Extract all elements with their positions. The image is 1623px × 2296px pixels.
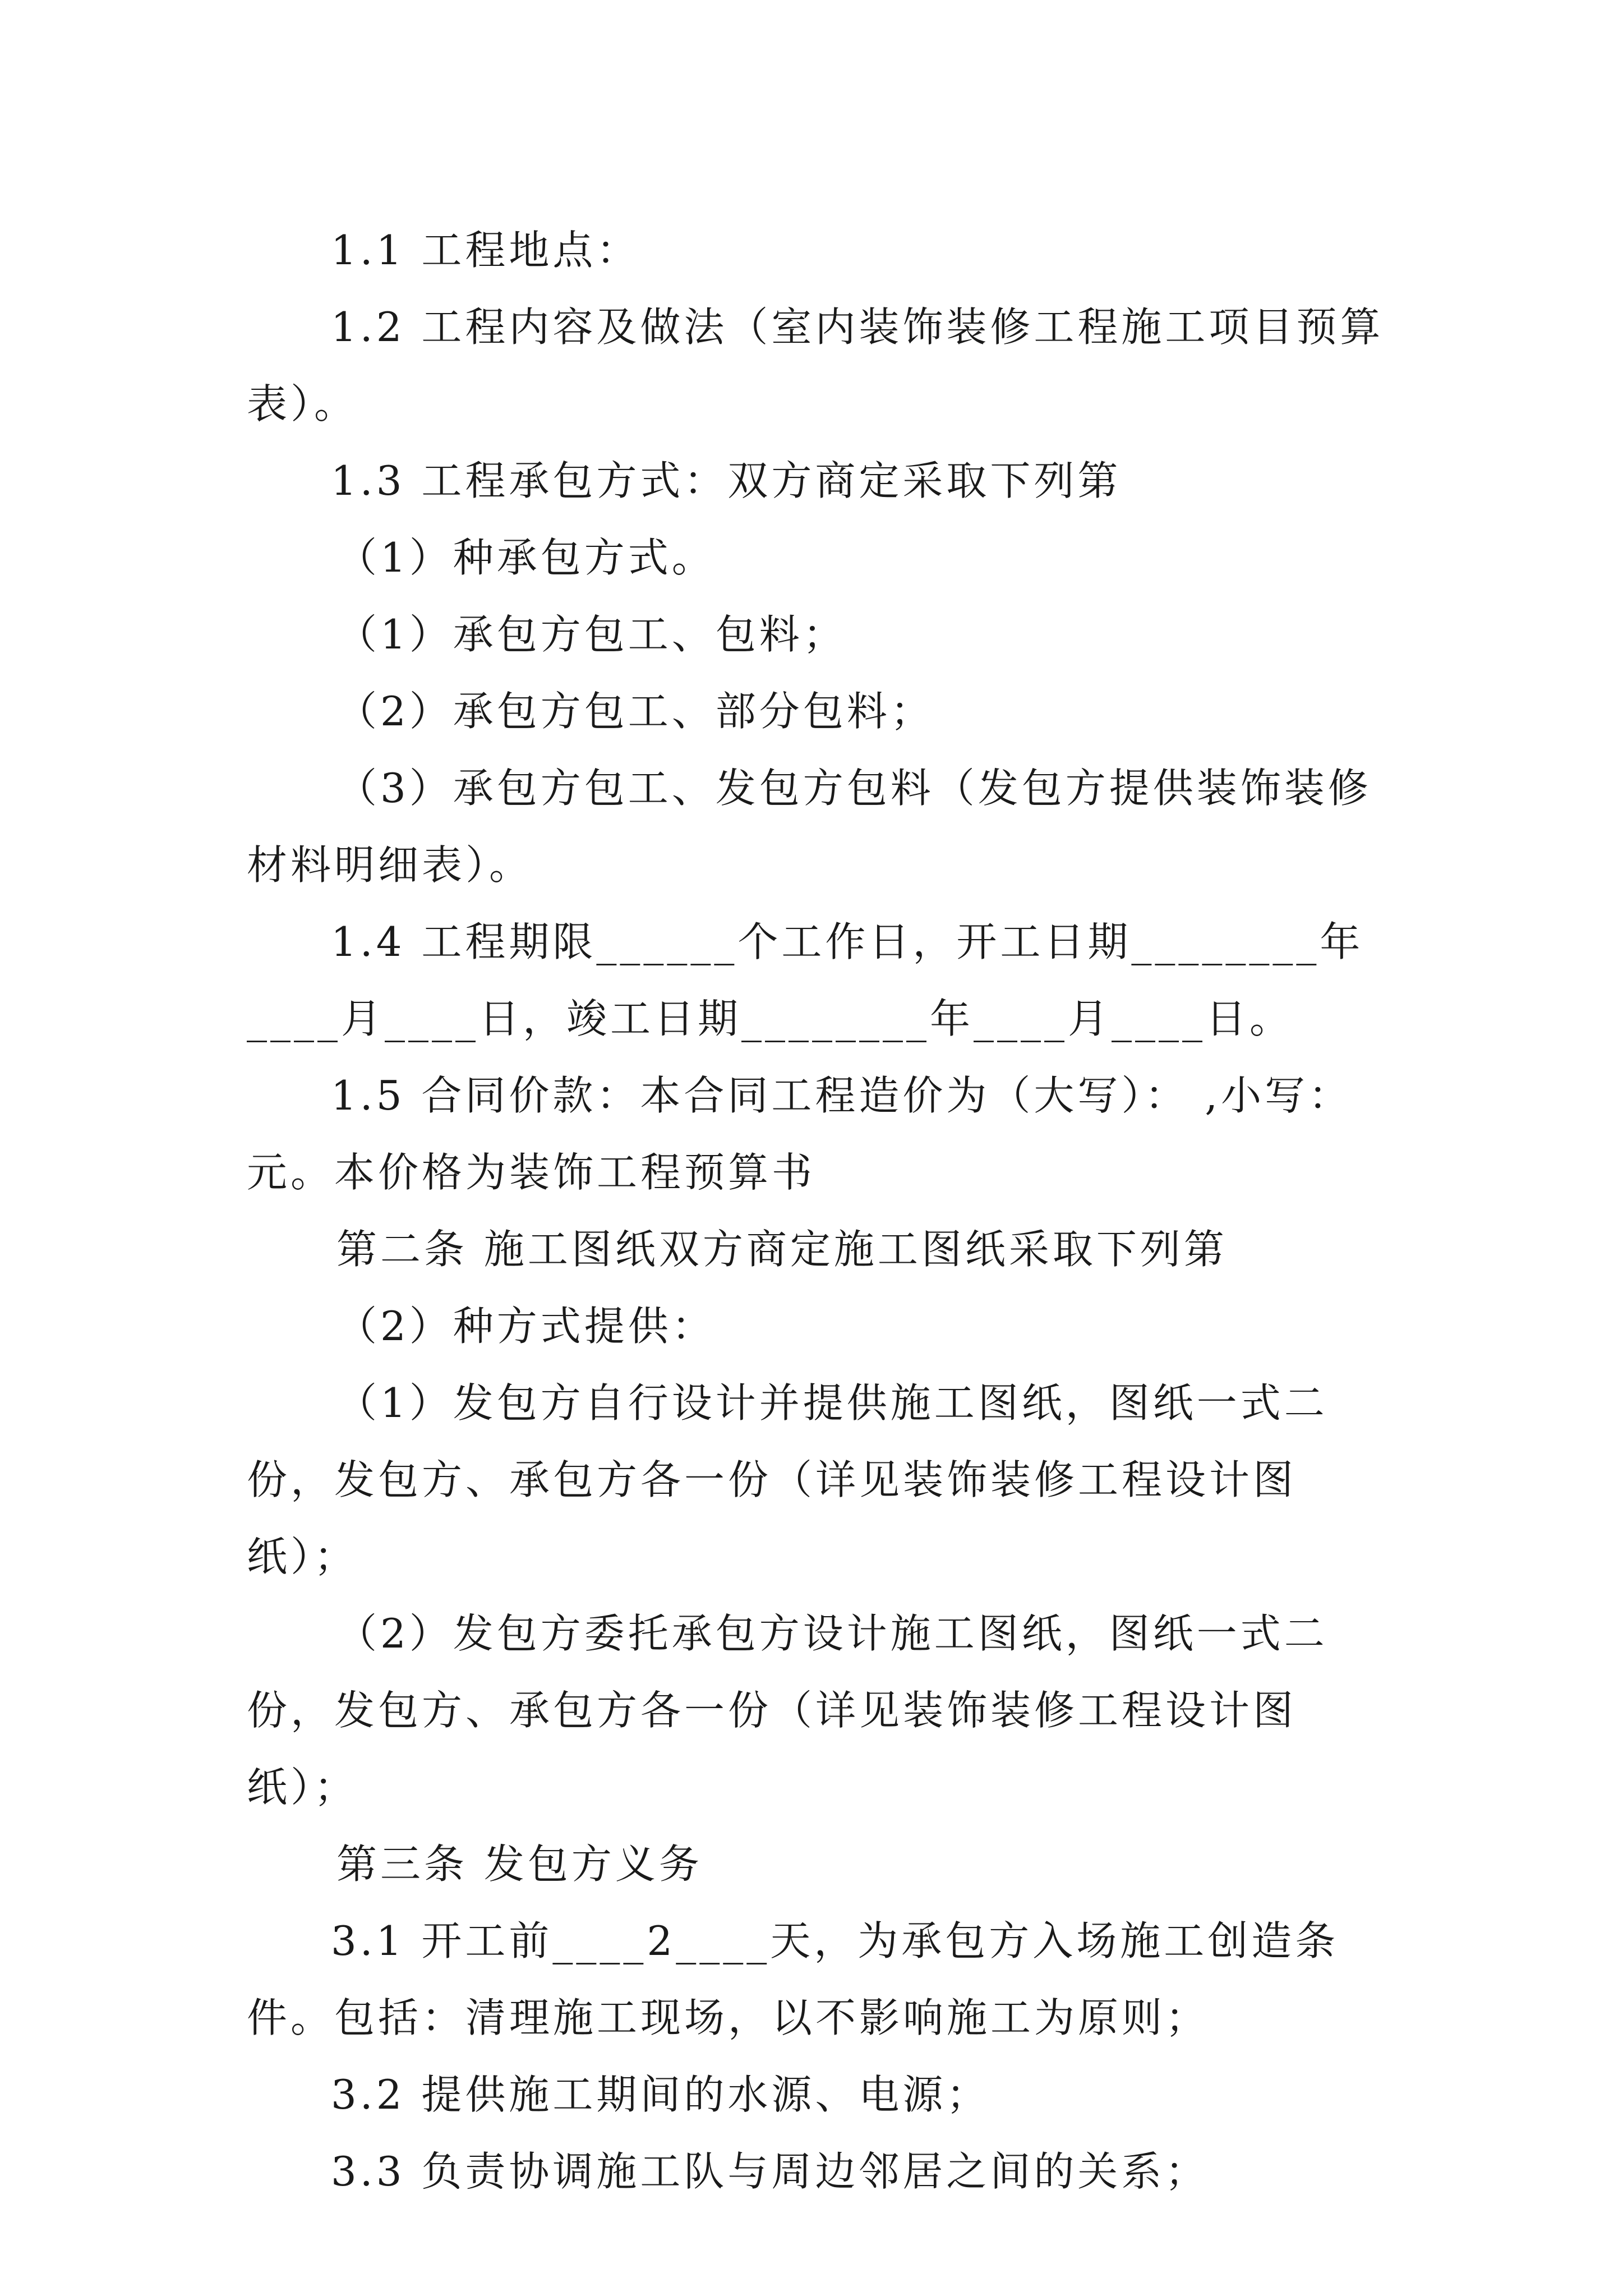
clause-1-3-choice: （1）种承包方式。 — [336, 534, 716, 581]
clause-3-1: 3.1 开工前____2____天，为承包方入场施工创造条件。包括：清理施工现场，以不影响施工为原则； — [247, 1917, 1339, 2041]
clause-1-2: 1.2 工程内容及做法（室内装饰装修工程施工项目预算表）。 — [247, 303, 1384, 427]
clause-3-2: 3.2 提供施工期间的水源、电源； — [331, 2071, 990, 2118]
document-body — [247, 212, 1385, 2210]
clause-1-4: 1.4 工程期限______个工作日，开工日期________年____月____日，竣工日期________年____月____日。 — [247, 918, 1364, 1042]
clause-1-3-option-2: （2）承包方包工、部分包料； — [336, 688, 934, 735]
clause-1-3: 1.3 工程承包方式：双方商定采取下列第 — [331, 457, 1122, 504]
clause-1-1: 1.1 工程地点： — [331, 227, 640, 274]
clause-3-3: 3.3 负责协调施工队与周边邻居之间的关系； — [331, 2148, 1209, 2195]
clause-1-3-option-3: （3）承包方包工、发包方包料（发包方提供装饰装修材料明细表）。 — [247, 765, 1372, 889]
article-2-heading: 第二条 施工图纸双方商定施工图纸采取下列第 — [336, 1226, 1228, 1273]
clause-1-3-option-1: （1）承包方包工、包料； — [336, 611, 847, 658]
article-2-option-1: （1）发包方自行设计并提供施工图纸，图纸一式二份，发包方、承包方各一份（详见装饰装修工程设计图纸）； — [247, 1379, 1328, 1580]
article-2-option-2: （2）发包方委托承包方设计施工图纸，图纸一式二份，发包方、承包方各一份（详见装饰装修工程设计图纸）； — [247, 1610, 1328, 1811]
article-3-heading: 第三条 发包方义务 — [336, 1841, 703, 1888]
clause-1-5: 1.5 合同价款：本合同工程造价为（大写）： ,小写：元。本价格为装饰工程预算书 — [247, 1072, 1353, 1196]
article-2-choice: （2）种方式提供： — [336, 1303, 716, 1350]
